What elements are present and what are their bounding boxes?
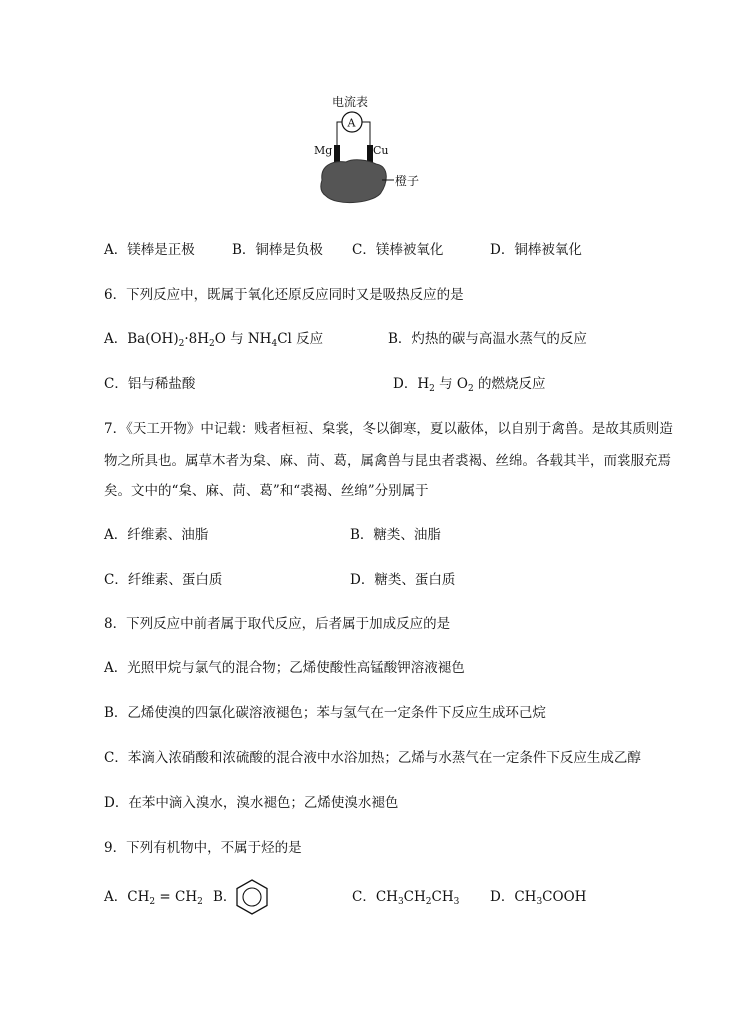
cu-label: Cu [373,144,389,157]
fruit-label: 橙子 [395,174,420,188]
q8-stem: 8．下列反应中前者属于取代反应，后者属于加成反应的是 [104,616,451,632]
q5-option-b: B．铜棒是负极 [232,242,323,258]
orange-fruit [321,160,386,203]
q8-option-c: C．苯滴入浓硝酸和浓硫酸的混合液中水浴加热；乙烯与水蒸气在一定条件下反应生成乙醇 [104,750,641,766]
q6-option-c: C．铝与稀盐酸 [104,376,196,392]
galvanic-cell-diagram [310,88,430,218]
q8-option-d: D．在苯中滴入溴水，溴水褪色；乙烯使溴水褪色 [104,795,399,811]
q9-option-b: B． [213,889,237,905]
q5-option-d: D．铜棒被氧化 [490,242,582,258]
benzene-ring-icon [234,878,270,916]
q6-option-a: A．$Ba(OH)_2\cdot 8H_2O$ 与 $NH_4Cl$ 反应 [104,331,324,349]
q9-option-c: C．$CH_3CH_2CH_3$ [352,889,460,907]
q5-option-a: A．镁棒是正极 [104,242,195,258]
q8-option-a: A．光照甲烷与氯气的混合物；乙烯使酸性高锰酸钾溶液褪色 [104,660,465,676]
q7-option-d: D．糖类、蛋白质 [350,572,456,588]
ammeter-label: 电流表 [332,95,369,109]
right-wire [362,122,370,145]
q7-option-b: B．糖类、油脂 [350,527,441,543]
mg-label: Mg [314,144,333,157]
q8-option-b: B．乙烯使溴的四氯化碳溶液褪色；苯与氢气在一定条件下反应生成环己烷 [104,705,546,721]
q6-option-d: D．$H_2$ 与 $O_2$ 的燃烧反应 [393,376,546,394]
ammeter-symbol: A [347,116,356,130]
left-wire [337,122,342,145]
q7-stem-line-1: 7．《天工开物》中记载：贱者桓裋、枲裳，冬以御寒，夏以蔽体，以自别于禽兽。是故其质则造 [104,421,673,437]
q6-stem: 6．下列反应中，既属于氧化还原反应同时又是吸热反应的是 [104,287,464,303]
q7-stem-line-2: 物之所具也。属草木者为枲、麻、苘、葛，属禽兽与昆虫者裘褐、丝绵。各载其半，而裳服充焉 [104,453,671,469]
q6-option-b: B．灼热的碳与高温水蒸气的反应 [388,331,587,347]
q9-option-a: A．$CH_2 = CH_2$ [104,889,203,907]
q9-option-d: D．$CH_3COOH$ [490,889,587,907]
q5-option-c: C．镁棒被氧化 [352,242,444,258]
q9-stem: 9．下列有机物中，不属于烃的是 [104,840,302,856]
q7-option-a: A．纤维素、油脂 [104,527,209,543]
q7-stem-line-3: 矣。文中的“枲、麻、苘、葛”和“裘褐、丝绵”分别属于 [104,483,429,499]
q7-option-c: C．纤维素、蛋白质 [104,572,223,588]
